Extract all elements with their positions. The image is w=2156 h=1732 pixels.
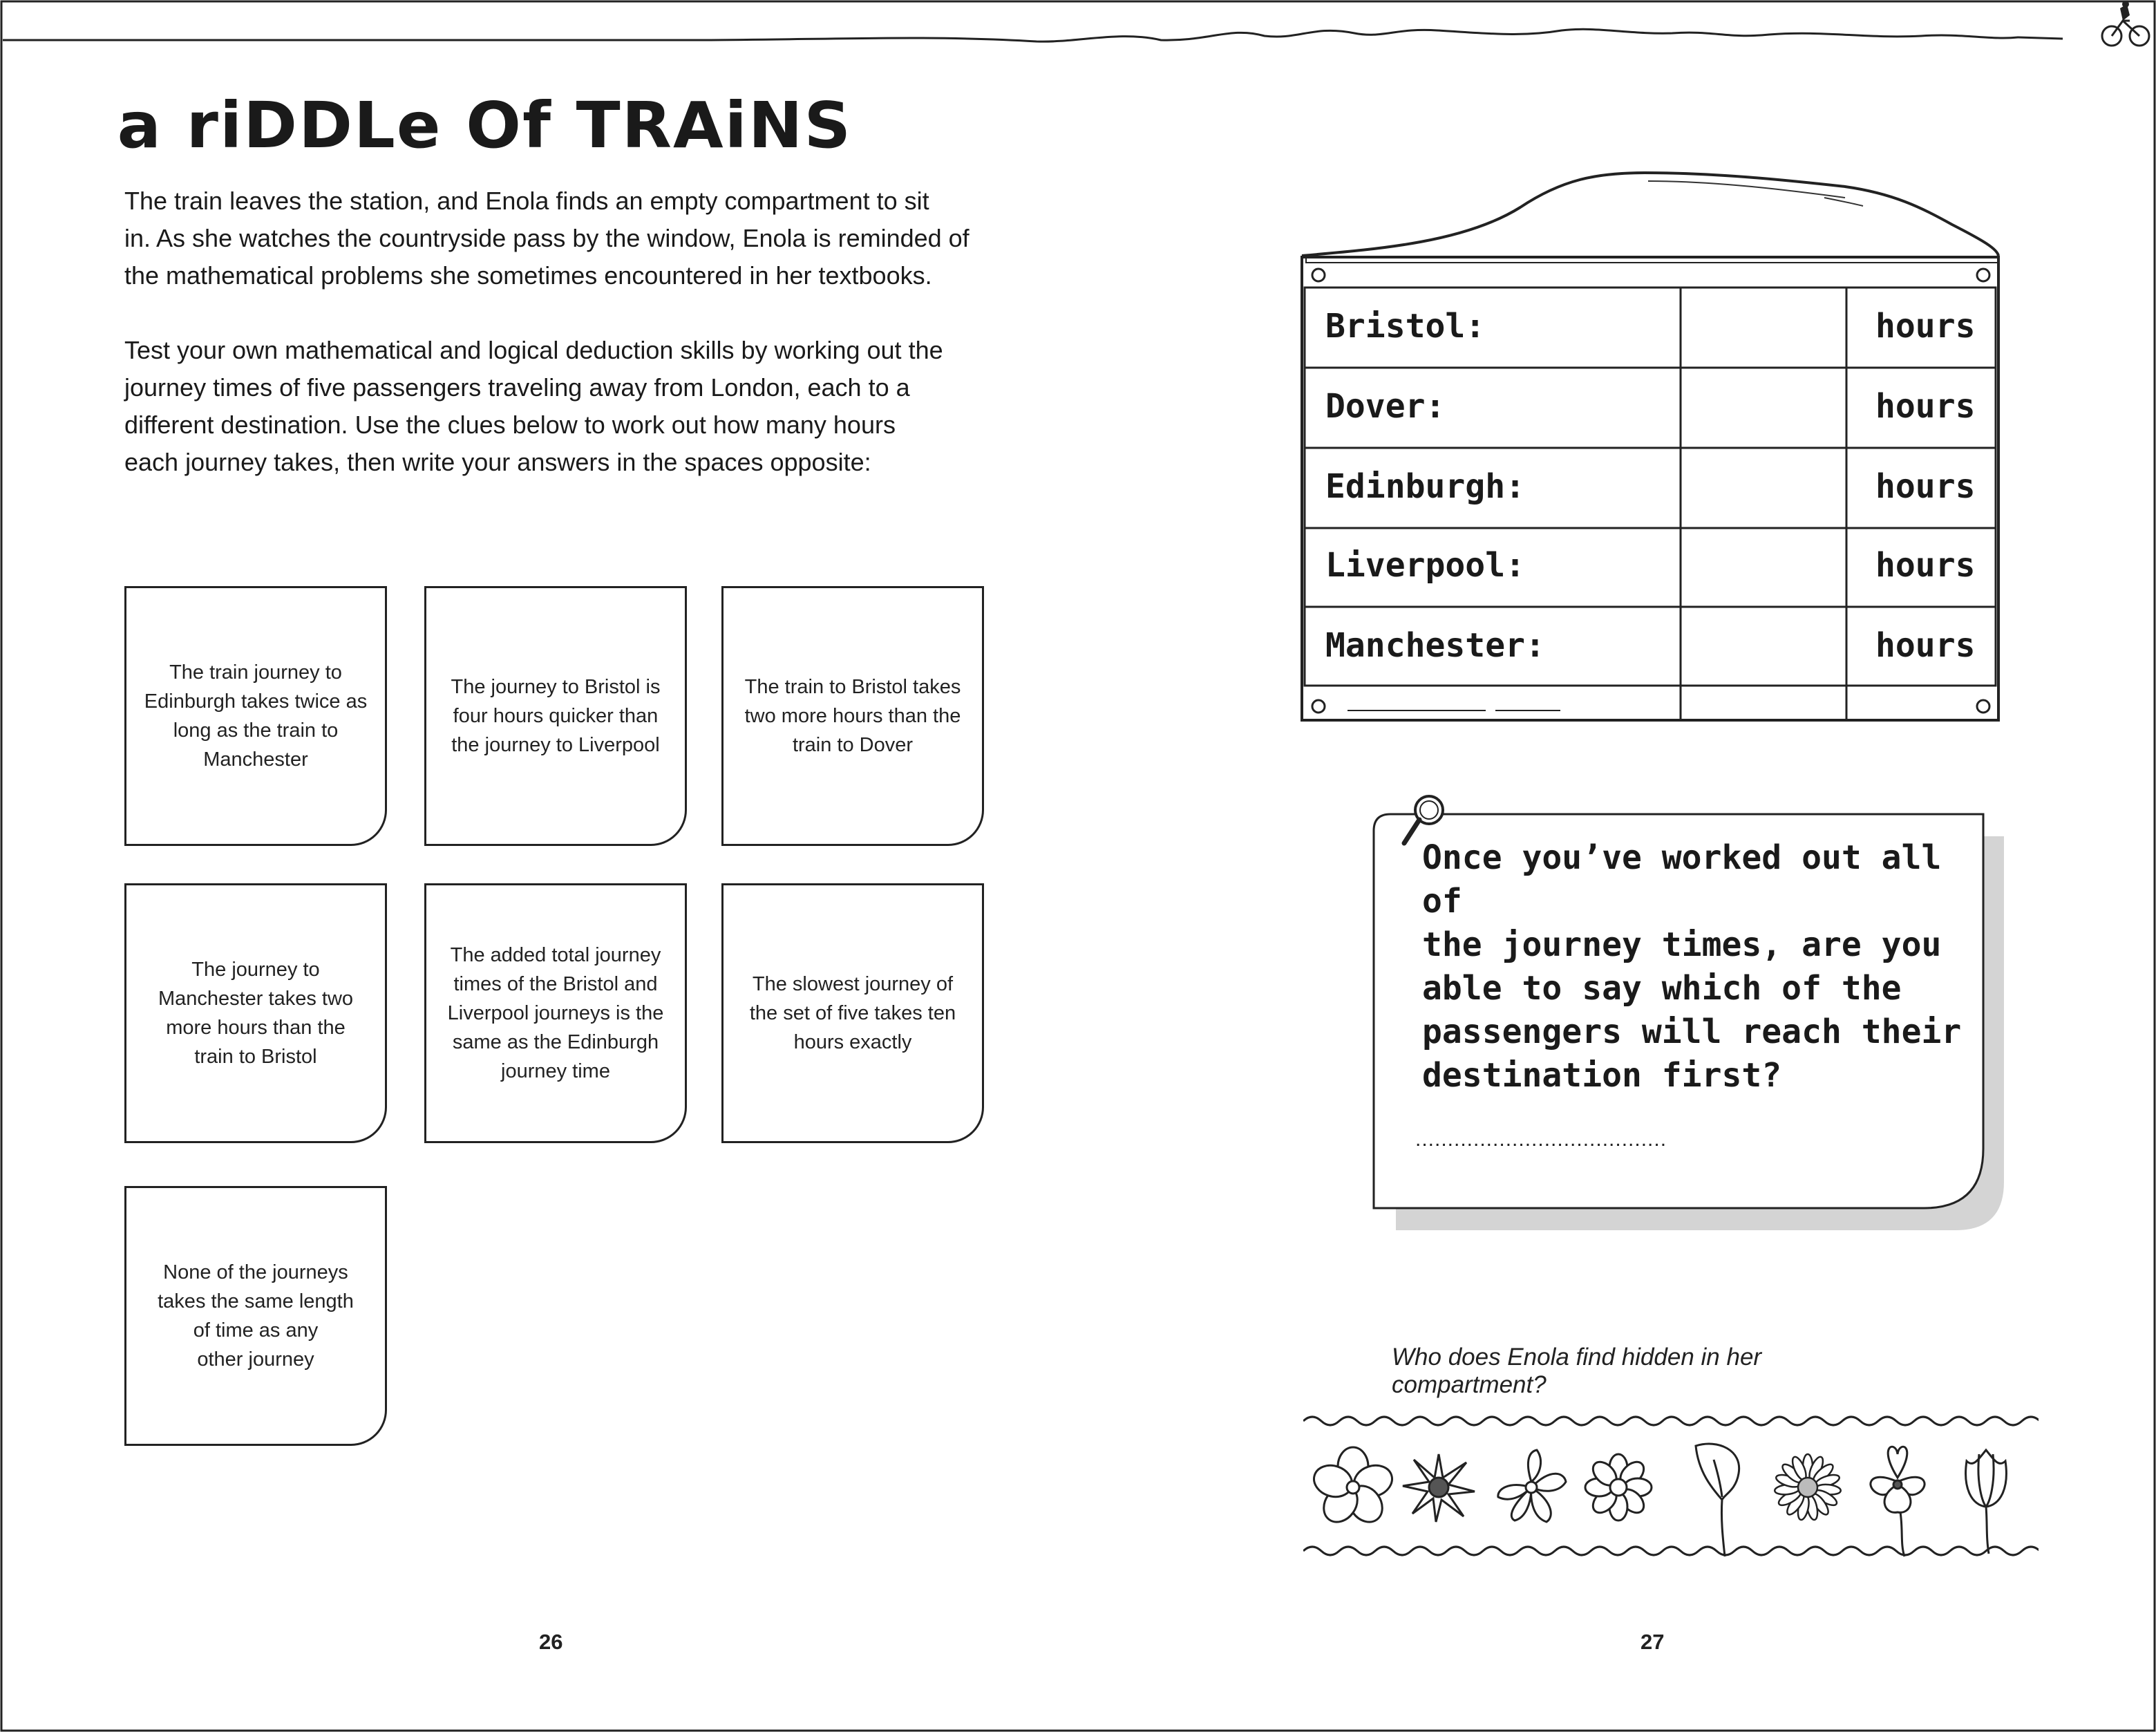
timetable-label-dover: Dover: [1325,387,1446,426]
clue-card-unique: None of the journeys takes the same length of time as any other journey [124,1186,387,1446]
thistle-icon [1403,1454,1475,1522]
hellebore-icon [1498,1450,1566,1522]
clue-card-slowest: The slowest journey of the set of five takes ten hours exactly [721,883,984,1143]
pansy-icon [1871,1447,1925,1556]
timetable-unit-dover: hours [1875,387,1976,426]
primrose-icon [1310,1447,1397,1529]
cosmos-icon [1585,1454,1652,1521]
timetable-unit-liverpool: hours [1875,546,1976,585]
clue-card-manchester: The journey to Manchester takes two more hours than the train to Bristol [124,883,387,1143]
timetable-unit-bristol: hours [1875,307,1976,346]
flower-strip [1303,1410,2039,1569]
page-number-right: 27 [1640,1630,1665,1654]
clue-card-bristol-liverpool: The journey to Bristol is four hours quicker than the journey to Liverpool [424,586,687,846]
clue-card-bristol-dover: The train to Bristol takes two more hours than the train to Dover [721,586,984,846]
timetable-unit-edinburgh: hours [1875,467,1976,506]
timetable-label-liverpool: Liverpool: [1325,546,1525,585]
intro-paragraph-2: Test your own mathematical and logical deduction skills by working out the journey times of five passengers traveling away from London, each to a different destination. Use the clues below to work out how many hours each journey takes, then write your answers in the spaces opposite: [124,336,943,476]
timetable-label-edinburgh: Edinburgh: [1325,467,1525,506]
page-title: a riDDLe Of TRAiNS [117,88,853,162]
timetable-label-manchester: Manchester: [1325,626,1545,665]
cyclist-icon [2099,0,2152,50]
question-text: Once you’ve worked out all of the journey times, are you able to say which of the passengers will reach their destination first? [1422,838,1962,1095]
answer-line[interactable]: ....................................... [1415,1128,1667,1151]
page-number-left: 26 [539,1630,563,1654]
calla-lily-icon [1696,1444,1739,1556]
riddle-question: Who does Enola find hidden in her compartment? [1392,1344,1762,1398]
clue-card-edinburgh: The train journey to Edinburgh takes twice as long as the train to Manchester [124,586,387,846]
timetable-unit-manchester: hours [1875,626,1976,665]
timetable-label-bristol: Bristol: [1325,307,1486,346]
clue-card-total: The added total journey times of the Bristol and Liverpool journeys is the same as the Edinburgh journey time [424,883,687,1143]
intro-paragraph-1: The train leaves the station, and Enola finds an empty compartment to sit in. As she watches the countryside pass by the window, Enola is reminded of the mathematical problems she sometimes encountered in her textbooks. [124,187,970,290]
tulip-icon [1966,1450,2007,1554]
daisy-icon [1775,1454,1842,1521]
